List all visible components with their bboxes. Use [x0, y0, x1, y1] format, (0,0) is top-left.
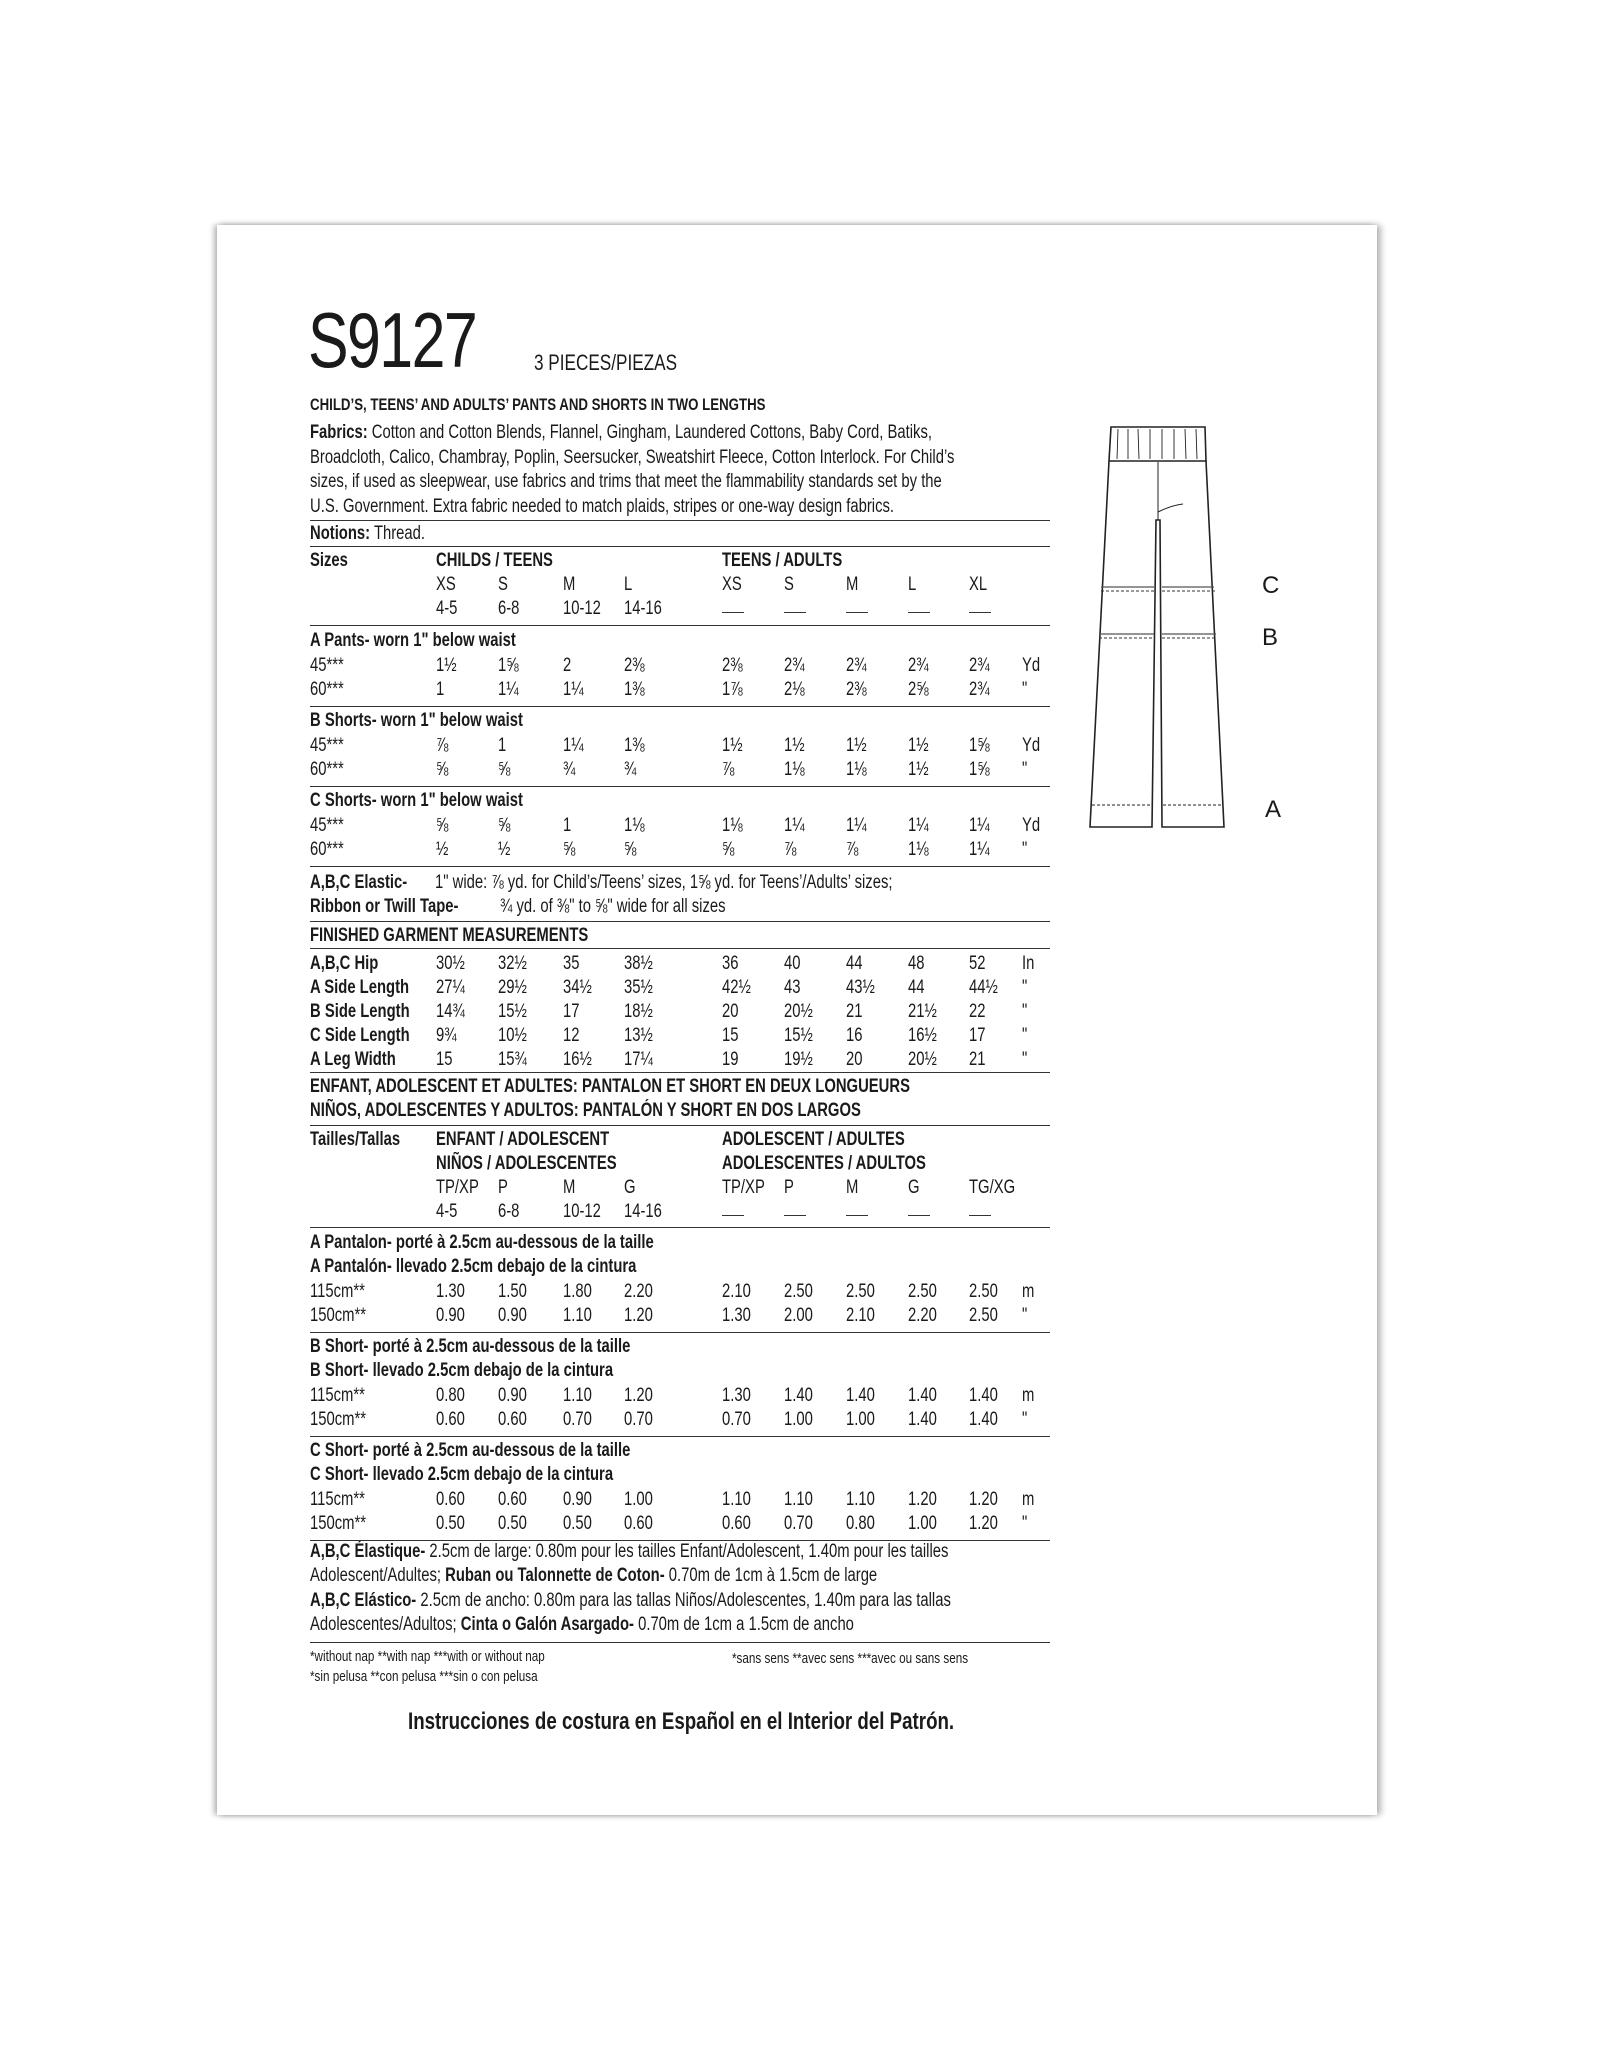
table-cell: 15½ [498, 1001, 527, 1022]
table-cell: 2⅜ [722, 655, 743, 676]
table-cell: 1.20 [908, 1489, 937, 1510]
unit-label: " [1022, 977, 1028, 998]
table-cell: 0.90 [498, 1305, 527, 1326]
table-cell: 2.00 [784, 1305, 813, 1326]
table-cell: 21 [846, 1001, 863, 1022]
table-cell: 2.50 [784, 1281, 813, 1302]
table-cell: 13½ [624, 1025, 653, 1046]
table-cell: 1¼ [784, 815, 805, 836]
size-group-header: TEENS / ADULTS [722, 550, 843, 571]
size-group-header: ADOLESCENTES / ADULTOS [722, 1153, 926, 1174]
table-cell: 2⅛ [784, 679, 805, 700]
table-cell: 1¼ [969, 839, 990, 860]
table-cell: 1⅛ [784, 759, 805, 780]
size-range: 6-8 [498, 598, 520, 619]
table-cell: 44 [846, 953, 863, 974]
row-label: A Leg Width [310, 1049, 396, 1070]
size-code: L [624, 574, 633, 595]
table-cell: 17 [969, 1025, 986, 1046]
table-cell: 1⅜ [624, 735, 645, 756]
table-cell: 35 [563, 953, 580, 974]
table-cell: 15 [436, 1049, 453, 1070]
row-label: 60*** [310, 679, 344, 700]
table-cell: 1¼ [563, 679, 584, 700]
table-cell: 2¾ [846, 655, 867, 676]
size-code: TP/XP [436, 1177, 479, 1198]
table-cell: 1½ [846, 735, 867, 756]
size-code: M [846, 574, 859, 595]
table-cell: 38½ [624, 953, 653, 974]
table-cell: 1½ [784, 735, 805, 756]
table-cell: 1.00 [846, 1409, 875, 1430]
pants-illustration [1080, 415, 1240, 835]
size-code: S [498, 574, 508, 595]
table-cell: 0.80 [436, 1385, 465, 1406]
divider [310, 1125, 1050, 1126]
divider [310, 786, 1050, 787]
view-b-label: B [1262, 624, 1279, 651]
table-cell: 2.50 [969, 1305, 998, 1326]
divider [310, 866, 1050, 867]
size-range-dash [846, 1215, 868, 1216]
table-cell: 2.20 [908, 1305, 937, 1326]
row-label: C Side Length [310, 1025, 410, 1046]
table-cell: ¾ [624, 759, 637, 780]
table-cell: 1.20 [624, 1385, 653, 1406]
size-code: TP/XP [722, 1177, 765, 1198]
table-cell: 1 [436, 679, 445, 700]
table-cell: ⅝ [624, 839, 637, 860]
table-cell: 20 [846, 1049, 863, 1070]
section-title: C Short- porté à 2.5cm au-dessous de la taille [310, 1440, 631, 1461]
table-cell: 2¾ [969, 679, 990, 700]
table-cell: 44 [908, 977, 925, 998]
table-cell: ⅝ [722, 839, 735, 860]
table-cell: 0.60 [498, 1409, 527, 1430]
table-cell: 2⅜ [624, 655, 645, 676]
row-label: 150cm** [310, 1513, 367, 1534]
pattern-title: CHILD’S, TEENS’ AND ADULTS’ PANTS AND SHORTS IN TWO LENGTHS [310, 395, 766, 414]
table-cell: 1.40 [908, 1409, 937, 1430]
table-cell: 0.70 [624, 1409, 653, 1430]
table-cell: ¾ [563, 759, 576, 780]
table-cell: 1.00 [908, 1513, 937, 1534]
divider [310, 706, 1050, 707]
table-cell: 1.00 [624, 1489, 653, 1510]
table-cell: 29½ [498, 977, 527, 998]
table-cell: ⅞ [722, 759, 735, 780]
table-cell: 1.20 [969, 1489, 998, 1510]
size-range: 6-8 [498, 1201, 520, 1222]
unit-label: " [1022, 1409, 1028, 1430]
table-cell: 1¼ [846, 815, 867, 836]
table-cell: 1¼ [498, 679, 519, 700]
size-code: TG/XG [969, 1177, 1016, 1198]
footnote-en: *without nap **with nap ***with or without nap [310, 1648, 545, 1665]
table-cell: 9¾ [436, 1025, 457, 1046]
table-cell: 21½ [908, 1001, 937, 1022]
table-cell: 0.60 [722, 1513, 751, 1534]
table-cell: 1½ [436, 655, 457, 676]
table-cell: 30½ [436, 953, 465, 974]
unit-label: Yd [1022, 815, 1041, 836]
row-label: 60*** [310, 759, 344, 780]
table-cell: 1.10 [563, 1305, 592, 1326]
unit-label: " [1022, 759, 1028, 780]
size-code: P [784, 1177, 794, 1198]
table-cell: 32½ [498, 953, 527, 974]
table-cell: 0.90 [563, 1489, 592, 1510]
size-range: 10-12 [563, 598, 601, 619]
table-cell: 1½ [908, 735, 929, 756]
table-cell: 1.40 [908, 1385, 937, 1406]
size-code: S [784, 574, 794, 595]
divider [310, 921, 1050, 922]
table-cell: 1.30 [722, 1305, 751, 1326]
elastic-fr: A,B,C Élastique- 2.5cm de large: 0.80m pour les tailles Enfant/Adolescent, 1.40m pour les tailles [310, 1541, 949, 1562]
size-range: 14-16 [624, 598, 662, 619]
table-cell: 1.20 [624, 1305, 653, 1326]
table-cell: 0.60 [624, 1513, 653, 1534]
size-range-dash [784, 612, 806, 613]
table-cell: 1.40 [784, 1385, 813, 1406]
table-cell: 1.80 [563, 1281, 592, 1302]
size-range-dash [969, 1215, 991, 1216]
table-cell: 2¾ [784, 655, 805, 676]
table-cell: 1.10 [722, 1489, 751, 1510]
table-cell: 0.50 [563, 1513, 592, 1534]
size-code: M [563, 1177, 576, 1198]
size-range-dash [908, 612, 930, 613]
size-range: 10-12 [563, 1201, 601, 1222]
fabrics-line: Broadcloth, Calico, Chambray, Poplin, Seersucker, Sweatshirt Fleece, Cotton Interlock. For Child’s [310, 446, 955, 468]
table-cell: 17 [563, 1001, 580, 1022]
table-cell: ⅝ [498, 759, 511, 780]
table-cell: ⅞ [784, 839, 797, 860]
table-cell: 1¼ [908, 815, 929, 836]
table-cell: 17¼ [624, 1049, 653, 1070]
table-cell: 1.40 [969, 1409, 998, 1430]
fabrics-line: sizes, if used as sleepwear, use fabrics and trims that meet the flammability standards set by the [310, 471, 942, 492]
row-label: 45*** [310, 655, 344, 676]
table-cell: 34½ [563, 977, 592, 998]
table-cell: ⅞ [436, 735, 449, 756]
section-title: C Short- llevado 2.5cm debajo de la cintura [310, 1464, 614, 1485]
size-code: XL [969, 574, 988, 595]
unit-label: " [1022, 1049, 1028, 1070]
table-cell: 1 [498, 735, 507, 756]
row-label: 115cm** [310, 1385, 365, 1406]
size-range: 14-16 [624, 1201, 662, 1222]
table-cell: ½ [498, 839, 511, 860]
table-cell: 14¾ [436, 1001, 465, 1022]
table-cell: 16½ [563, 1049, 592, 1070]
divider [310, 948, 1050, 949]
table-cell: 43½ [846, 977, 875, 998]
title-es: NIÑOS, ADOLESCENTES Y ADULTOS: PANTALÓN Y SHORT EN DOS LARGOS [310, 1100, 861, 1121]
row-label: B Side Length [310, 1001, 410, 1022]
row-label: 150cm** [310, 1305, 367, 1326]
section-title: C Shorts- worn 1" below waist [310, 790, 523, 811]
size-range-dash [969, 612, 991, 613]
table-cell: 2.50 [969, 1281, 998, 1302]
table-cell: 2.10 [846, 1305, 875, 1326]
table-cell: 35½ [624, 977, 653, 998]
size-range: 4-5 [436, 598, 458, 619]
size-code: XS [722, 574, 742, 595]
view-a-label: A [1265, 796, 1282, 823]
table-cell: 0.50 [498, 1513, 527, 1534]
unit-label: m [1022, 1489, 1035, 1510]
table-cell: 2.10 [722, 1281, 751, 1302]
section-title: A Pantalon- porté à 2.5cm au-dessous de la taille [310, 1232, 654, 1253]
divider [310, 546, 1050, 547]
table-cell: 52 [969, 953, 986, 974]
fabrics-line: U.S. Government. Extra fabric needed to match plaids, stripes or one-way design fabrics. [310, 495, 895, 517]
table-cell: 1⅝ [969, 759, 990, 780]
table-cell: 2.20 [624, 1281, 653, 1302]
row-label: A,B,C Hip [310, 953, 379, 974]
notions-text: Notions: Thread. [310, 523, 426, 544]
size-code: M [846, 1177, 859, 1198]
table-cell: 40 [784, 953, 801, 974]
pieces-count: 3 PIECES/PIEZAS [534, 350, 678, 375]
table-cell: 1.30 [722, 1385, 751, 1406]
fabrics-line: Cotton and Cotton Blends, Flannel, Gingham, Laundered Cottons, Baby Cord, Batiks, [371, 422, 932, 443]
unit-label: " [1022, 1001, 1028, 1022]
table-cell: 1.10 [563, 1385, 592, 1406]
table-cell: 0.80 [846, 1513, 875, 1534]
table-cell: 10½ [498, 1025, 527, 1046]
divider [310, 625, 1050, 626]
table-cell: 18½ [624, 1001, 653, 1022]
table-cell: 1⅝ [969, 735, 990, 756]
row-label: 45*** [310, 815, 344, 836]
table-cell: 2⅝ [908, 679, 929, 700]
table-cell: 1.20 [969, 1513, 998, 1534]
table-cell: 0.70 [722, 1409, 751, 1430]
ribbon-fr: Adolescent/Adultes; Ruban ou Talonnette de Coton- 0.70m de 1cm à 1.5cm de large [310, 1565, 878, 1586]
table-cell: 1.50 [498, 1281, 527, 1302]
table-cell: 1¼ [969, 815, 990, 836]
table-cell: 2¾ [969, 655, 990, 676]
sizes-label: Tailles/Tallas [310, 1129, 401, 1150]
divider [310, 1072, 1050, 1073]
size-group-header: ENFANT / ADOLESCENT [436, 1129, 610, 1150]
table-cell: 48 [908, 953, 925, 974]
table-cell: 1½ [722, 735, 743, 756]
size-range-dash [722, 1215, 744, 1216]
section-title: B Shorts- worn 1" below waist [310, 710, 523, 731]
fabrics-label: Fabrics: [310, 422, 368, 443]
table-cell: 0.70 [784, 1513, 813, 1534]
size-group-header: ADOLESCENT / ADULTES [722, 1129, 905, 1150]
row-label: A Side Length [310, 977, 410, 998]
table-cell: ½ [436, 839, 449, 860]
table-cell: 44½ [969, 977, 998, 998]
size-range-dash [784, 1215, 806, 1216]
table-cell: 1.40 [846, 1385, 875, 1406]
divider [310, 1642, 1050, 1643]
size-code: L [908, 574, 917, 595]
table-cell: 1⅛ [624, 815, 645, 836]
size-code: XS [436, 574, 456, 595]
table-cell: 1.30 [436, 1281, 465, 1302]
pattern-number: S9127 [308, 296, 477, 384]
row-label: 115cm** [310, 1489, 365, 1510]
size-code: G [624, 1177, 636, 1198]
table-cell: 1⅛ [846, 759, 867, 780]
unit-label: " [1022, 1025, 1028, 1046]
table-cell: 2¾ [908, 655, 929, 676]
unit-label: " [1022, 839, 1028, 860]
unit-label: " [1022, 1305, 1028, 1326]
table-cell: 2.50 [908, 1281, 937, 1302]
table-cell: 0.90 [498, 1385, 527, 1406]
section-title: B Short- llevado 2.5cm debajo de la cintura [310, 1360, 614, 1381]
table-cell: 15½ [784, 1025, 813, 1046]
divider [310, 1436, 1050, 1437]
table-cell: 1 [563, 815, 572, 836]
table-cell: 1.10 [846, 1489, 875, 1510]
ribbon-label: Ribbon or Twill Tape-¾ yd. of ⅜" to ⅝" wide for all sizes [310, 896, 726, 917]
table-cell: 1⅝ [498, 655, 519, 676]
table-cell: 1¼ [563, 735, 584, 756]
size-group-header: NIÑOS / ADOLESCENTES [436, 1153, 617, 1174]
table-cell: 42½ [722, 977, 751, 998]
ribbon-es: Adolescentes/Adultos; Cinta o Galón Asargado- 0.70m de 1cm a 1.5cm de ancho [310, 1614, 854, 1635]
table-cell: 15¾ [498, 1049, 527, 1070]
table-cell: ⅞ [846, 839, 859, 860]
table-cell: 2 [563, 655, 572, 676]
size-code: P [498, 1177, 508, 1198]
section-title: B Short- porté à 2.5cm au-dessous de la taille [310, 1336, 631, 1357]
divider [310, 520, 1050, 521]
fabrics-text [310, 421, 1136, 519]
table-cell: ⅝ [436, 815, 449, 836]
table-cell: 1½ [908, 759, 929, 780]
table-cell: 15 [722, 1025, 739, 1046]
size-range-dash [722, 612, 744, 613]
table-cell: 0.50 [436, 1513, 465, 1534]
unit-label: " [1022, 679, 1028, 700]
table-cell: 1⅞ [722, 679, 743, 700]
table-cell: 0.60 [436, 1489, 465, 1510]
unit-label: In [1022, 953, 1035, 974]
elastic-label: A,B,C Elastic-1" wide: ⅞ yd. for Child’s/Teens’ sizes, 1⅝ yd. for Teens’/Adults’ sizes; [310, 872, 893, 893]
table-cell: 22 [969, 1001, 986, 1022]
row-label: 45*** [310, 735, 344, 756]
table-cell: 2.50 [846, 1281, 875, 1302]
divider [310, 1227, 1050, 1228]
table-cell: 1⅛ [908, 839, 929, 860]
table-cell: 20 [722, 1001, 739, 1022]
size-range-dash [908, 1215, 930, 1216]
table-cell: 27¼ [436, 977, 465, 998]
table-cell: ⅝ [563, 839, 576, 860]
view-c-label: C [1262, 572, 1280, 599]
table-cell: 1⅛ [722, 815, 743, 836]
unit-label: " [1022, 1513, 1028, 1534]
table-cell: 0.60 [498, 1489, 527, 1510]
divider [310, 1540, 1050, 1541]
table-cell: 2⅜ [846, 679, 867, 700]
table-cell: 19 [722, 1049, 739, 1070]
table-cell: 0.60 [436, 1409, 465, 1430]
closing-note: Instrucciones de costura en Español en el Interior del Patrón. [408, 1708, 955, 1735]
size-range: 4-5 [436, 1201, 458, 1222]
table-cell: 0.90 [436, 1305, 465, 1326]
sizes-label: Sizes [310, 550, 348, 571]
table-cell: ⅝ [498, 815, 511, 836]
table-cell: 43 [784, 977, 801, 998]
table-cell: 36 [722, 953, 739, 974]
table-cell: 16½ [908, 1025, 937, 1046]
row-label: 60*** [310, 839, 344, 860]
title-fr: ENFANT, ADOLESCENT ET ADULTES: PANTALON ET SHORT EN DEUX LONGUEURS [310, 1076, 910, 1097]
section-title: A Pants- worn 1" below waist [310, 630, 516, 651]
table-cell: 20½ [784, 1001, 813, 1022]
table-cell: 1.40 [969, 1385, 998, 1406]
table-cell: ⅝ [436, 759, 449, 780]
table-cell: 1.00 [784, 1409, 813, 1430]
footnote-es: *sin pelusa **con pelusa ***sin o con pelusa [310, 1668, 538, 1685]
table-cell: 12 [563, 1025, 580, 1046]
row-label: 150cm** [310, 1409, 367, 1430]
table-cell: 19½ [784, 1049, 813, 1070]
section-title: A Pantalón- llevado 2.5cm debajo de la cintura [310, 1256, 637, 1277]
table-cell: 1⅜ [624, 679, 645, 700]
size-range-dash [846, 612, 868, 613]
table-cell: 16 [846, 1025, 863, 1046]
elastic-es: A,B,C Elástico- 2.5cm de ancho: 0.80m para las tallas Niños/Adolescentes, 1.40m para las tallas [310, 1590, 951, 1611]
size-code: G [908, 1177, 920, 1198]
table-cell: 20½ [908, 1049, 937, 1070]
unit-label: m [1022, 1281, 1035, 1302]
unit-label: Yd [1022, 655, 1041, 676]
footnote-fr: *sans sens **avec sens ***avec ou sans sens [732, 1650, 969, 1667]
table-cell: 21 [969, 1049, 986, 1070]
unit-label: Yd [1022, 735, 1041, 756]
table-cell: 0.70 [563, 1409, 592, 1430]
size-group-header: CHILDS / TEENS [436, 550, 553, 571]
finished-measurements-title: FINISHED GARMENT MEASUREMENTS [310, 925, 589, 946]
divider [310, 1332, 1050, 1333]
row-label: 115cm** [310, 1281, 365, 1302]
size-code: M [563, 574, 576, 595]
unit-label: m [1022, 1385, 1035, 1406]
table-cell: 1.10 [784, 1489, 813, 1510]
